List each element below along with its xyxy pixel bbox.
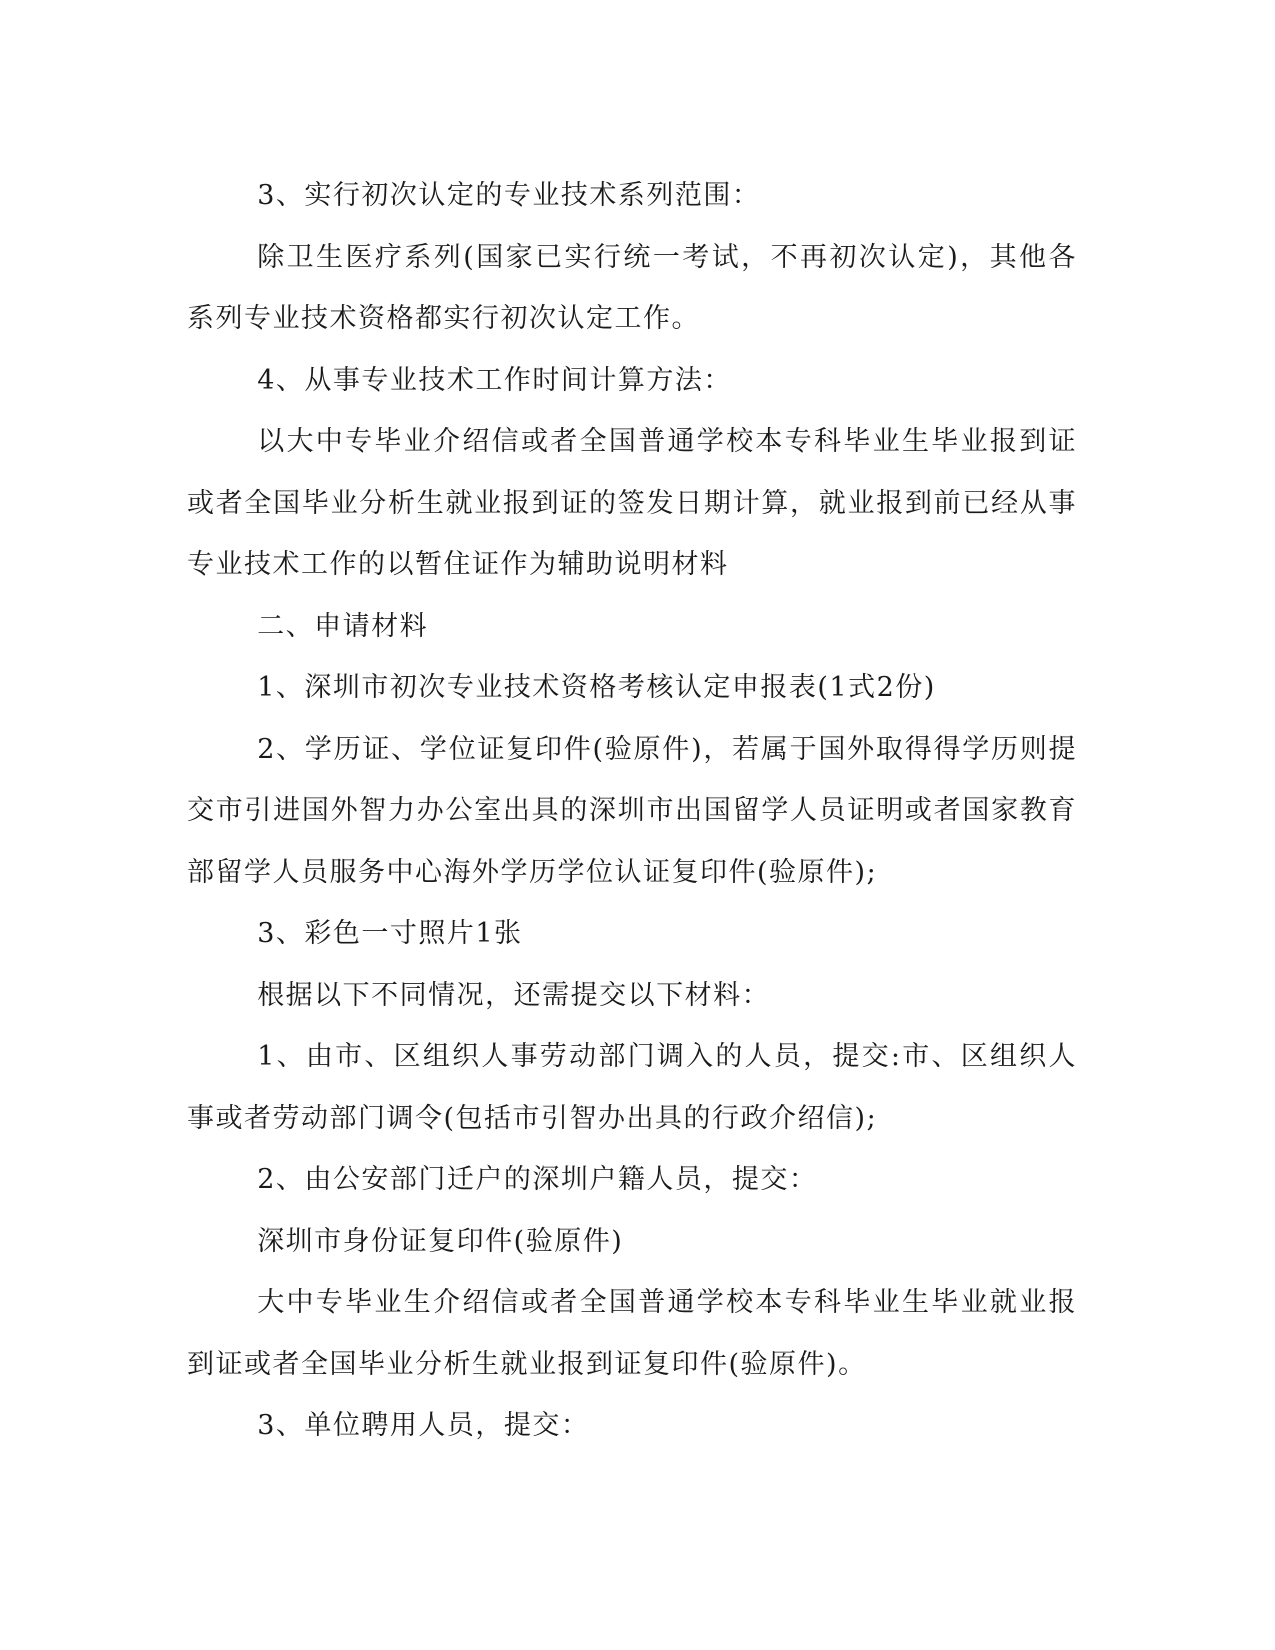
paragraph-2: 除卫生医疗系列(国家已实行统一考试，不再初次认定)，其他各系列专业技术资格都实行初次认定工作。 [187, 241, 1077, 334]
paragraph-1: 3、实行初次认定的专业技术系列范围： [257, 180, 761, 211]
paragraph-6: 1、深圳市初次专业技术资格考核认定申报表(1式2份) [257, 672, 936, 703]
paragraph-4: 以大中专毕业介绍信或者全国普通学校本专科毕业生毕业报到证或者全国毕业分析生就业报到证的签发日期计算，就业报到前已经从事专业技术工作的以暂住证作为辅助说明材料 [187, 426, 1077, 580]
document-body [187, 165, 1077, 1457]
paragraph-8: 3、彩色一寸照片1张 [257, 918, 523, 949]
paragraph-11: 2、由公安部门迁户的深圳户籍人员，提交： [257, 1164, 818, 1195]
paragraph-10: 1、由市、区组织人事劳动部门调入的人员，提交:市、区组织人事或者劳动部门调令(包括市引智办出具的行政介绍信); [187, 1041, 1077, 1134]
paragraph-14: 3、单位聘用人员，提交： [257, 1410, 590, 1441]
paragraph-13: 大中专毕业生介绍信或者全国普通学校本专科毕业生毕业就业报到证或者全国毕业分析生就业报到证复印件(验原件)。 [187, 1287, 1077, 1380]
paragraph-12: 深圳市身份证复印件(验原件) [257, 1225, 624, 1257]
paragraph-3: 4、从事专业技术工作时间计算方法： [257, 364, 732, 396]
paragraph-9: 根据以下不同情况，还需提交以下材料： [257, 979, 771, 1011]
section-heading: 二、申请材料 [257, 610, 429, 642]
paragraph-7: 2、学历证、学位证复印件(验原件)，若属于国外取得得学历则提交市引进国外智力办公室出具的深圳市出国留学人员证明或者国家教育部留学人员服务中心海外学历学位认证复印件(验原件); [187, 733, 1077, 888]
